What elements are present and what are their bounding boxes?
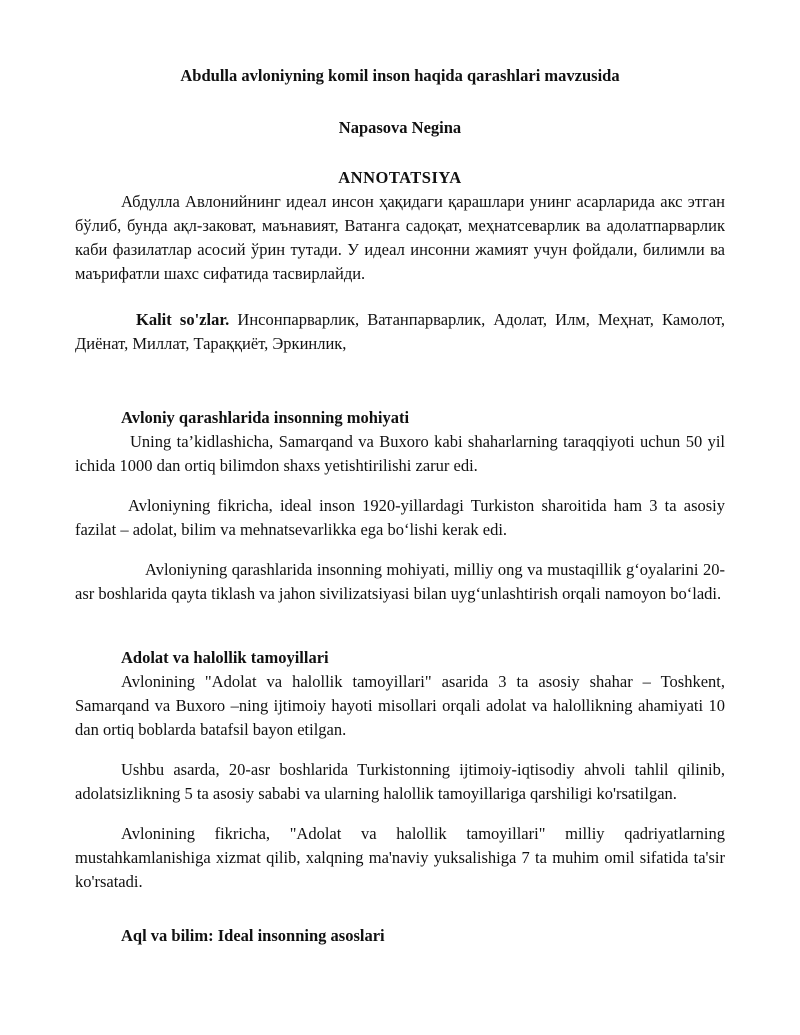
keywords-list: Инсонпарварлик, Ватанпарварлик, Адолат, Илм, Меҳнат, Камолот, Диёнат, Миллат, Тараққиёт, Эркинлик,: [75, 310, 725, 353]
section-heading: Avloniy qarashlarida insonning mohiyati: [121, 408, 410, 427]
section-heading: Aql va bilim: Ideal insonning asoslari: [121, 926, 385, 945]
body-paragraph: Ushbu asarda, 20-asr boshlarida Turkistonning ijtimoiy-iqtisodiy ahvoli tahlil qilinib, adolatsizlikning 5 ta asosiy sababi va ularning halollik tamoyillariga qarshiligi ko'rsatilgan.: [75, 760, 725, 803]
body-paragraph: Avloniyning qarashlarida insonning mohiyati, milliy ong va mustaqillik g‘oyalarini 20-asr boshlarida qayta tiklash va jahon sivilizatsiyasi bilan uyg‘unlashtirish orqali namoyon bo‘ladi.: [75, 560, 725, 603]
body-paragraph: Uning ta’kidlashicha, Samarqand va Buxoro kabi shaharlarning taraqqiyoti uchun 50 yil ichida 1000 dan ortiq bilimdon shaxs yetishtirilishi zarur edi.: [75, 432, 725, 475]
abstract-paragraph: Абдулла Авлонийнинг идеал инсон ҳақидаги қарашлари унинг асарларида акс этган бўлиб, бунда ақл-заковат, маънавият, Ватанга садоқат, меҳнатсеварлик ва адолатпарварлик каби фазилатлар асосий ўрин тутади. У идеал инсонни жамият учун фойдали, билимли ва маърифатли шахс сифатида тасвирлайди.: [75, 192, 725, 283]
paper-title: Abdulla avloniyning komil inson haqida qarashlari mavzusida: [180, 66, 620, 85]
author-name: Napasova Negina: [338, 118, 462, 137]
annotation-heading: ANNOTATSIYA: [338, 168, 462, 187]
body-paragraph: Avlonining fikricha, "Adolat va halollik tamoyillari" milliy qadriyatlarning mustahkamlanishiga xizmat qilib, xalqning ma'naviy yuksalishiga 7 ta muhim omil sifatida ta'sir ko'rsatadi.: [75, 824, 725, 891]
body-paragraph: Avlonining "Adolat va halollik tamoyillari" asarida 3 ta asosiy shahar – Toshkent, Samarqand va Buxoro –ning ijtimoiy hayoti misollari orqali adolat va halollikning ahamiyati 10 dan ortiq boblarda batafsil bayon etilgan.: [75, 672, 725, 739]
section-heading: Adolat va halollik tamoyillari: [121, 648, 329, 667]
keywords-paragraph: [75, 308, 725, 356]
keywords-label: Kalit so'zlar.: [136, 310, 230, 329]
body-paragraph: Avloniyning fikricha, ideal inson 1920-yillardagi Turkiston sharoitida ham 3 ta asosiy fazilat – adolat, bilim va mehnatsevarlikka ega bo‘lishi kerak edi.: [75, 496, 725, 539]
